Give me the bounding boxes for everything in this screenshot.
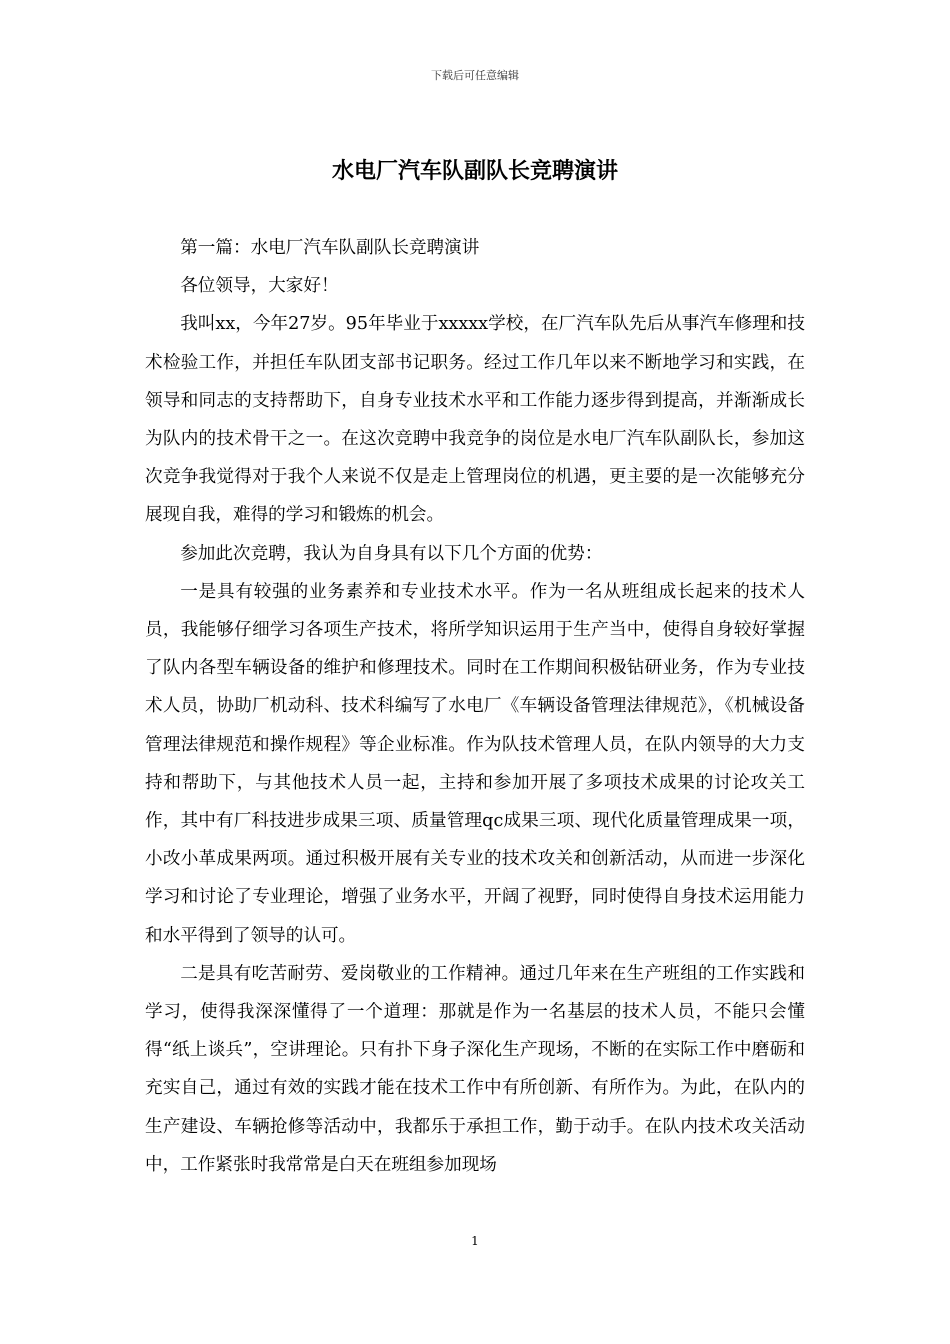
paragraph-advantage-one: 一是具有较强的业务素养和专业技术水平。作为一名从班组成长起来的技术人员，我能够仔细学习各项生产技术，将所学知识运用于生产当中，使得自身较好掌握了队内各型车辆设备的维护和修理技术。同时在工作期间积极钻研业务，作为专业技术人员，协助厂机动科、技术科编写了水电厂《车辆设备管理法律规范》，《机械设备管理法律规范和操作规程》等企业标准。作为队技术管理人员，在队内领导的大力支持和帮助下，与其他技术人员一起，主持和参加开展了多项技术成果的讨论攻关工作，其中有厂科技进步成果三项、质量管理qc成果三项、现代化质量管理成果一项，小改小革成果两项。通过积极开展有关专业的技术攻关和创新活动，从而进一步深化学习和讨论了专业理论，增强了业务水平，开阔了视野，同时使得自身技术运用能力和水平得到了领导的认可。	[145, 581, 805, 946]
document-title: 水电厂汽车队副队长竞聘演讲	[331, 158, 618, 184]
paragraph-section-heading: 第一篇：水电厂汽车队副队长竞聘演讲	[180, 238, 480, 258]
paragraph-advantages-intro: 参加此次竞聘，我认为自身具有以下几个方面的优势：	[180, 543, 603, 564]
paragraph-advantage-two: 二是具有吃苦耐劳、爱岗敬业的工作精神。通过几年来在生产班组的工作实践和学习，使得我深深懂得了一个道理：那就是作为一名基层的技术人员，不能只会懂得“纸上谈兵”，空讲理论。只有扑下身子深化生产现场，不断的在实际工作中磨砺和充实自己，通过有效的实践才能在技术工作中有所创新、有所作为。为此，在队内的生产建设、车辆抢修等活动中，我都乐于承担工作，勤于动手。在队内技术攻关活动中，工作紧张时我常常是白天在班组参加现场	[145, 963, 805, 1175]
paragraph-greeting: 各位领导，大家好！	[180, 276, 339, 297]
document-body	[145, 229, 805, 1184]
paragraph-introduction: 我叫xx，今年27岁。95年毕业于xxxxx学校，在厂汽车队先后从事汽车修理和技术检验工作，并担任车队团支部书记职务。经过工作几年以来不断地学习和实践，在领导和同志的支持帮助下，自身专业技术水平和工作能力逐步得到提高，并渐渐成长为队内的技术骨干之一。在这次竞聘中我竞争的岗位是水电厂汽车队副队长，参加这次竞争我觉得对于我个人来说不仅是走上管理岗位的机遇，更主要的是一次能够充分展现自我，难得的学习和锻炼的机会。	[145, 314, 805, 526]
header-note: 下载后可任意编辑	[431, 69, 519, 82]
page-number: 1	[471, 1234, 479, 1248]
